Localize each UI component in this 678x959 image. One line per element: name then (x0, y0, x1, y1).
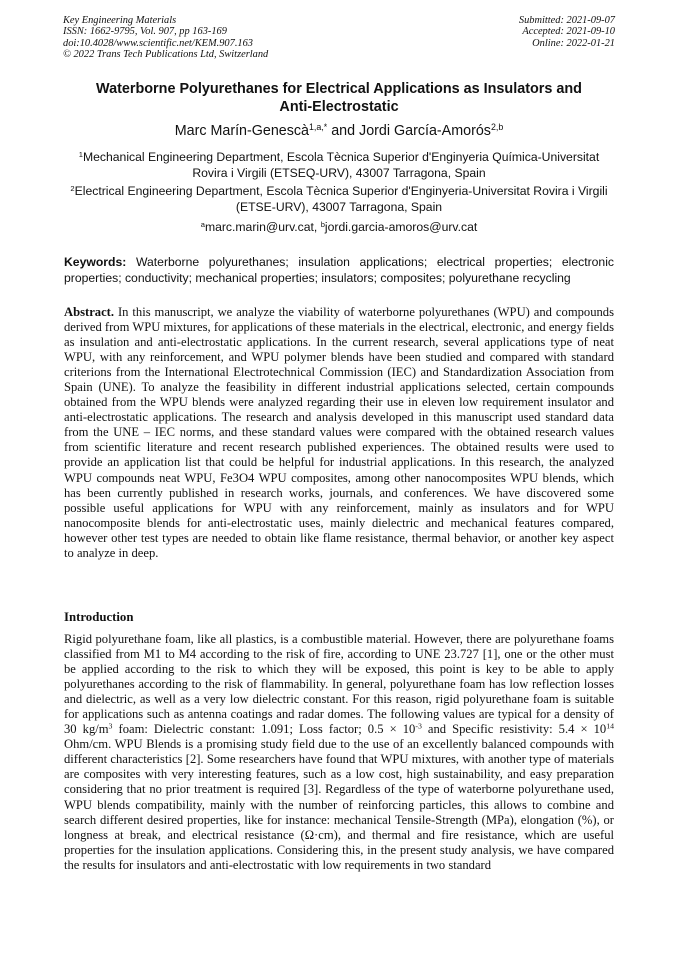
intro-sup-1: 3 (108, 722, 113, 731)
author-2: Jordi García-Amorós (359, 123, 491, 139)
author-conjunction: and (327, 123, 360, 139)
affiliation-1 (60, 150, 618, 181)
keywords-section (64, 255, 614, 286)
paper-title (60, 81, 618, 116)
journal-name: Key Engineering Materials (63, 15, 177, 26)
intro-text-1: Rigid polyurethane foam, like all plastics, is a combustible material. However, there are polyurethane foams classified from M1 to M4 according to the risk of fire, according to UNE 23.727 [1], one or the other must be applied according to the risk to which they will be exposed, this point is key to be able to apply polyurethanes according to the risk of flammability. In general, polyurethane foam has low reflection losses and dielectric, as well as a very low dielectric constant. For this reason, rigid polyurethane foam is suitable for applications such as antenna coatings and radar domes. The following values are typical for a density of 30 kg/m (64, 632, 614, 737)
intro-text-2: foam: Dielectric constant: 1.091; Loss factor; 0.5 × 10 (112, 722, 416, 737)
affiliation-2-line-1: Electrical Engineering Department, Escola Tècnica Superior d'Enginyeria-Universitat Rovira i Virgili (74, 184, 608, 198)
intro-sup-2: -3 (415, 722, 422, 731)
abstract-section (64, 305, 614, 561)
keywords-label: Keywords: (64, 255, 127, 269)
doi-line: doi:10.4028/www.scientific.net/KEM.907.163 (63, 37, 253, 49)
journal-header-left (63, 15, 268, 61)
email-b: jordi.garcia-amoros@urv.cat (324, 220, 478, 234)
copyright-line: © 2022 Trans Tech Publications Ltd, Switzerland (63, 49, 269, 61)
affiliation-1-number: 1 (78, 149, 83, 159)
author-line (60, 123, 618, 140)
author-1-affiliation: 1,a,* (309, 122, 328, 133)
author-emails (60, 220, 618, 236)
author-2-affiliation: 2,b (490, 122, 504, 133)
online-date: Online: 2022-01-21 (532, 37, 615, 49)
abstract-text: In this manuscript, we analyze the viability of waterborne polyurethanes (WPU) and compounds derived from WPU mixtures, for applications of these materials in the electrical, electronic, and energy fields as insulation and anti-electrostatic applications. In the current research, several applications type of neat WPU, with any reinforcement, and WPU polymer blends have been studied and compared with standard criterions from the International Electrotechnical Commission (IEC) and Standardization Association from Spain (UNE). To analyze the feasibility in different industrial applications selected, certain compounds obtained from the WPU blends were analyzed regarding their use in eleven low requirement insulator and anti-electrostatic applications. The research and analysis developed in this manuscript used standard data from the UNE – IEC norms, and these standard values were compared with the obtained research values from scientific literature and recent research published experiences. The obtained results were used to provide an application list that could be helpful for industrial applications. In this research, the analyzed WPU compounds neat WPU, Fe3O4 WPU composites, among other nanocomposites WPU blends, which has been currently published in research works, journals, and conferences. We have discovered some possible useful applications for WPU with any reinforcement, mainly as insulators and for WPU nanocomposite blends for anti-electrostatic uses, mainly dielectric and mechanical features compared, however other test types are needed to obtain like flame resistance, thermal behavior, or another key aspect to analyze in deep. (64, 305, 614, 560)
email-a-marker: a (200, 219, 205, 229)
intro-text-4: Ohm/cm. WPU Blends is a promising study field due to the use of an excellently balanced compounds with different characteristics [2]. Some researchers have found that WPU mixtures, with another type of materials are composites with very interesting features, such as a low cost, high sustainability, and easy preparation considering that no prior treatment is required [3]. Regardless of the type of waterborne polyurethane used, WPU blends compatibility, mainly with the number of reinforcing particles, this allows to combine and search different desired properties, like for instance: mechanical Tensile-Strength (MPa), elongation (%), or longness at break, and electrical resistance (Ω·cm), and thermal and fire resistance, which are useful properties for the insulation applications. Considering this, in the present study analysis, we have compared the results for insulators and anti-electrostatic with low requirements in two standard (64, 737, 614, 872)
email-a: marc.marin@urv.cat, (204, 220, 321, 234)
submitted-date: Submitted: 2021-09-07 (518, 15, 615, 26)
affiliation-2-number: 2 (70, 183, 75, 193)
affiliation-1-line-2: Rovira i Virgili (ETSEQ-URV), 43007 Tarragona, Spain (192, 165, 486, 180)
author-1: Marc Marín-Genescà (174, 123, 309, 139)
introduction-heading: Introduction (64, 610, 134, 624)
title-line-1: Waterborne Polyurethanes for Electrical Applications as Insulators and (96, 81, 582, 97)
intro-sup-3: 14 (606, 722, 615, 731)
journal-header-right (519, 15, 615, 49)
affiliation-2-line-2: (ETSE-URV), 43007 Tarragona, Spain (235, 199, 443, 214)
title-line-2: Anti-Electrostatic (279, 98, 399, 115)
introduction-paragraph (64, 632, 614, 873)
issn-line: ISSN: 1662-9795, Vol. 907, pp 163-169 (63, 26, 227, 38)
keywords-text: Waterborne polyurethanes; insulation applications; electrical properties; electronic properties; conductivity; mechanical properties; insulators; composites; polyurethane recycling (64, 255, 614, 285)
abstract-label: Abstract. (64, 305, 115, 319)
accepted-date: Accepted: 2021-09-10 (522, 26, 615, 38)
affiliation-1-line-1: Mechanical Engineering Department, Escola Tècnica Superior d'Enginyeria Química-Universitat (82, 150, 600, 164)
affiliation-2 (60, 184, 618, 215)
intro-text-3: and Specific resistivity: 5.4 × 10 (421, 722, 607, 737)
email-b-marker: b (320, 219, 325, 229)
